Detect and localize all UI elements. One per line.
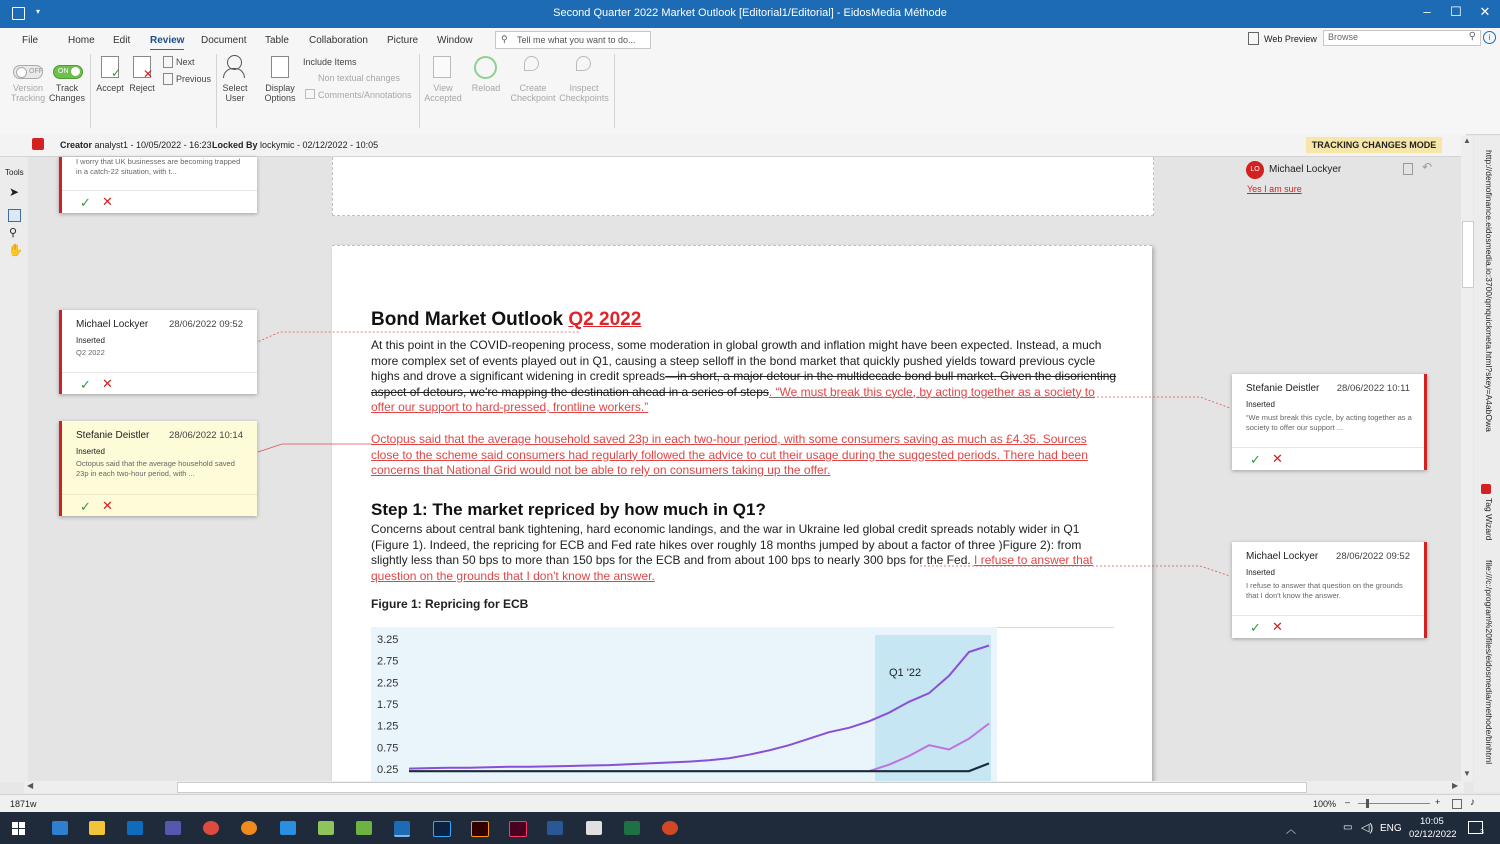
- tracking-changes-mode-badge: TRACKING CHANGES MODE: [1306, 137, 1442, 153]
- reject-change-icon[interactable]: ✕: [1272, 451, 1283, 466]
- powerpoint-icon[interactable]: [662, 821, 678, 835]
- toggle-off-text: OFF: [29, 68, 43, 75]
- clock-date[interactable]: 02/12/2022: [1409, 829, 1457, 840]
- browse-input[interactable]: [1323, 30, 1481, 46]
- comment-card-left-2[interactable]: [59, 421, 257, 516]
- next-button[interactable]: Next: [176, 57, 195, 67]
- snipping-tool-icon[interactable]: [586, 821, 602, 835]
- accept-change-icon[interactable]: ✓: [80, 377, 91, 392]
- reload-icon[interactable]: [474, 56, 497, 79]
- reply-text[interactable]: Yes I am sure: [1247, 184, 1302, 194]
- q1-highlight: [875, 635, 991, 781]
- indesign-icon[interactable]: [509, 821, 527, 837]
- horizontal-scroll-thumb[interactable]: [177, 782, 1307, 793]
- comment-kind: Inserted: [1246, 568, 1275, 577]
- accept-button[interactable]: Accept: [96, 83, 124, 93]
- tools-label: Tools: [5, 168, 24, 177]
- side-tab-tag-wizard[interactable]: Tag Wizard: [1484, 498, 1494, 541]
- menu-edit[interactable]: Edit: [113, 35, 131, 46]
- comment-card-left-1[interactable]: [59, 310, 257, 394]
- y-tick-label: 3.25: [377, 634, 399, 646]
- scroll-up-icon[interactable]: ▲: [1463, 136, 1471, 145]
- menu-collaboration[interactable]: Collaboration: [309, 35, 368, 46]
- ribbon: [0, 50, 1500, 135]
- text-tool-icon[interactable]: [8, 209, 21, 222]
- reject-change-icon[interactable]: ✕: [102, 194, 113, 209]
- title-insertion[interactable]: Q2 2022: [568, 309, 642, 330]
- maximize-button[interactable]: ☐: [1450, 4, 1462, 19]
- comment-excerpt: Octopus said that the average household saved 23p in each two-hour period, with ...: [76, 459, 235, 478]
- comment-actions: [62, 190, 257, 213]
- side-tabs-panel: [1474, 136, 1500, 792]
- comment-card-right-1[interactable]: [1232, 542, 1427, 638]
- comment-author: Michael Lockyer: [76, 319, 149, 330]
- file-explorer-icon[interactable]: [89, 821, 105, 835]
- word-icon[interactable]: [547, 821, 563, 835]
- close-button[interactable]: ✕: [1479, 4, 1491, 19]
- inspect-checkpoints-icon[interactable]: [576, 56, 591, 71]
- scroll-down-icon[interactable]: ▼: [1463, 769, 1471, 778]
- reply-avatar: LO: [1246, 161, 1264, 179]
- window-title: Second Quarter 2022 Market Outlook [Editorial1/Editorial] - EidosMedia Méthode: [553, 7, 947, 19]
- step1-heading[interactable]: Step 1: The market repriced by how much in Q1?: [371, 500, 766, 519]
- create-checkpoint-button[interactable]: Create Checkpoint: [510, 83, 556, 103]
- menu-document[interactable]: Document: [201, 35, 247, 46]
- page-previous: [332, 157, 1154, 216]
- hand-tool-icon[interactable]: ✋: [8, 243, 23, 257]
- menu-file[interactable]: File: [22, 35, 39, 46]
- zoom-out-button[interactable]: –: [1345, 797, 1351, 807]
- reply-author: Michael Lockyer: [1269, 164, 1342, 175]
- zoom-slider-thumb[interactable]: [1366, 799, 1369, 808]
- p3-text: Concerns about central bank tightening, hard economic landings, and the war in Ukraine led global credit spreads notably wider in Q1 (Figure 1). Indeed, the repricing for ECB and Fed rate hikes over roughly 18 months jumped by about a factor of three )Figure 2): from slightly less than 50 bps to more than 150 bps for the ECB and from about 100 bps to nearly 300 bps for the Fed.: [371, 522, 1082, 567]
- tray-chevron-icon[interactable]: ︿: [1286, 825, 1296, 836]
- creator-label: Creator: [60, 140, 93, 150]
- paragraph-3[interactable]: [371, 522, 1117, 584]
- article-title-text: Bond Market Outlook: [371, 309, 564, 330]
- version-tracking-label[interactable]: Version Tracking: [10, 83, 46, 103]
- p1-insertion[interactable]: . “We must break this cycle, by acting together as a society to offer our support to hard-pressed, frontline workers.”: [371, 384, 1095, 414]
- scroll-left-icon[interactable]: ◀: [27, 781, 34, 790]
- web-preview-icon[interactable]: [1248, 32, 1259, 45]
- toggle-on-text: ON: [58, 68, 69, 75]
- comment-date: 28/06/2022 10:11: [1336, 383, 1410, 394]
- methode-app-icon[interactable]: [394, 821, 410, 837]
- menu-window[interactable]: Window: [437, 35, 473, 46]
- clock-time[interactable]: 10:05: [1420, 816, 1444, 827]
- browse-placeholder: Browse: [1328, 32, 1359, 42]
- notepad-plus-icon[interactable]: [318, 821, 334, 835]
- comment-actions: [62, 372, 257, 395]
- comment-excerpt: I worry that UK businesses are becoming trapped in a catch-22 situation, with t...: [76, 157, 241, 176]
- create-checkpoint-icon[interactable]: [524, 56, 539, 71]
- p1-deletion[interactable]: —in short, a major detour in the multidecade bond bull market. Given the disorienting aspect of detours, we're mapping the destination ahead in a series of steps: [371, 369, 1117, 399]
- locked-by-label: Locked By: [212, 140, 258, 150]
- photoshop-icon[interactable]: [433, 821, 451, 837]
- comment-excerpt: Q2 2022: [76, 348, 105, 357]
- outlook-icon[interactable]: [127, 821, 143, 835]
- comment-author: Stefanie Deistler: [1246, 383, 1320, 394]
- comment-date: 28/06/2022 09:52: [1336, 551, 1410, 562]
- start-icon[interactable]: [12, 822, 25, 835]
- paragraph-2[interactable]: [371, 432, 1117, 479]
- bell-icon[interactable]: ♪: [1470, 797, 1475, 808]
- comment-excerpt: “We must break this cycle, by acting together as a society to offer our support ...: [1246, 413, 1412, 432]
- version-tracking-toggle[interactable]: [13, 65, 43, 79]
- comments-annotations-checkbox[interactable]: Comments/Annotations: [318, 90, 412, 100]
- repricing-chart: [371, 627, 997, 781]
- comment-kind: Inserted: [76, 336, 105, 345]
- locked-by-value: lockymic - 02/12/2022 - 10:05: [260, 140, 379, 150]
- menu-home[interactable]: Home: [68, 35, 95, 46]
- article-title[interactable]: [371, 309, 641, 331]
- accept-change-icon[interactable]: ✓: [80, 499, 91, 514]
- comment-card-left-0[interactable]: [59, 157, 257, 213]
- comment-actions: [1232, 615, 1424, 638]
- vscode-icon[interactable]: [280, 821, 296, 835]
- tag-wizard-icon: [1481, 484, 1491, 494]
- y-tick-label: 1.75: [377, 699, 399, 711]
- view-accepted-icon[interactable]: [433, 56, 451, 78]
- select-user-button[interactable]: Select User: [222, 83, 248, 103]
- firefox-icon[interactable]: [241, 821, 257, 835]
- previous-icon[interactable]: [163, 73, 173, 85]
- comment-date: 28/06/2022 09:52: [169, 319, 243, 330]
- comment-actions: [62, 494, 257, 517]
- document-lock-icon: [32, 138, 44, 150]
- reject-change-icon[interactable]: ✕: [1272, 619, 1283, 634]
- volume-icon[interactable]: ◁): [1361, 822, 1374, 834]
- help-icon[interactable]: i: [1483, 31, 1496, 44]
- comment-kind: Inserted: [1246, 400, 1275, 409]
- q1-annotation: Q1 '22: [889, 667, 922, 679]
- accept-change-icon[interactable]: ✓: [80, 195, 91, 210]
- comment-author: Stefanie Deistler: [76, 430, 150, 441]
- menu-bar: [0, 28, 1500, 50]
- checkbox-icon[interactable]: [305, 89, 315, 99]
- paragraph-1[interactable]: [371, 338, 1117, 416]
- zoom-in-button[interactable]: +: [1435, 797, 1441, 807]
- minimize-button[interactable]: –: [1423, 4, 1431, 19]
- include-items-label: Include Items: [303, 57, 357, 67]
- view-accepted-button[interactable]: View Accepted: [424, 83, 462, 103]
- y-tick-label: 1.25: [377, 720, 399, 733]
- status-bar: [0, 794, 1500, 813]
- display-options-icon[interactable]: [271, 56, 289, 78]
- web-preview-label[interactable]: Web Preview: [1264, 34, 1317, 44]
- menu-review[interactable]: Review: [150, 35, 184, 51]
- user-icon-body: [223, 68, 245, 78]
- comment-author: Michael Lockyer: [1246, 551, 1319, 562]
- tools-panel: [0, 157, 28, 782]
- illustrator-icon[interactable]: [471, 821, 489, 837]
- chrome-icon[interactable]: [203, 821, 219, 835]
- vertical-scrollbar[interactable]: [1461, 136, 1473, 782]
- reject-change-icon[interactable]: ✕: [102, 498, 113, 513]
- side-tab-url-2[interactable]: file:///c:/program%20files/eidosmedia/methode/binhtml: [1484, 560, 1494, 765]
- non-textual-changes-checkbox[interactable]: Non textual changes: [318, 73, 401, 83]
- next-icon[interactable]: [163, 56, 173, 68]
- inspect-checkpoints-button[interactable]: Inspect Checkpoints: [559, 83, 609, 103]
- excel-icon[interactable]: [624, 821, 640, 835]
- comment-actions: [1232, 447, 1424, 470]
- green-app-icon[interactable]: [356, 821, 372, 835]
- accept-icon[interactable]: ✓: [101, 56, 119, 78]
- comment-date: 28/06/2022 10:14: [169, 430, 243, 441]
- word-count: 1871w: [10, 799, 37, 809]
- scroll-right-icon[interactable]: ▶: [1452, 781, 1459, 790]
- taskbar: [0, 812, 1500, 844]
- y-tick-label: 0.25: [377, 764, 399, 776]
- comment-excerpt: I refuse to answer that question on the grounds that I don't know the answer.: [1246, 581, 1403, 600]
- p1-text: At this point in the COVID-reopening process, some moderation in global growth and inflation might have been expected. Instead, a much more complex set of events played out in Q1, causing a steep selloff in the bond market that quickly pushed yields toward previous cycle highs and drove a significant widening in credit spreads: [371, 338, 1102, 383]
- lightbulb-icon: ⚲: [501, 34, 508, 44]
- figure-caption: Figure 1: Repricing for ECB: [371, 597, 529, 611]
- delete-reply-icon[interactable]: [1403, 163, 1413, 175]
- track-changes-toggle[interactable]: [53, 65, 83, 79]
- accept-change-icon[interactable]: ✓: [1250, 452, 1261, 467]
- side-tab-url-1[interactable]: http://demofinance.eidosmedia.io:3700/qmquickmeta.html?skey=A4abOwa: [1484, 150, 1494, 432]
- tell-me-input[interactable]: [495, 31, 651, 49]
- creator-value: analyst1 - 10/05/2022 - 16:23: [94, 140, 212, 150]
- shield-app-icon[interactable]: [52, 821, 68, 835]
- pointer-tool-icon[interactable]: ➤: [9, 185, 20, 199]
- horizontal-scrollbar[interactable]: [24, 781, 1464, 793]
- teams-icon[interactable]: [165, 821, 181, 835]
- document-info-bar: [0, 134, 1466, 157]
- p3-insertion[interactable]: I refuse to answer that question on the grounds that I don't know the answer.: [371, 553, 1093, 583]
- reject-button[interactable]: Reject: [129, 83, 155, 93]
- p2-insertion[interactable]: Octopus said that the average household saved 23p in each two-hour period, with some consumers saving as much as £4.35. Sources close to the scheme said consumers had regularly followed the advice to cut their usage during the suggested periods. There had been concerns that National Grid would not be able to rely on consumers taking up the offer.: [371, 432, 1088, 477]
- language-indicator[interactable]: ENG: [1380, 823, 1402, 834]
- notification-count: 3: [1480, 829, 1484, 836]
- y-tick-label: 2.25: [377, 677, 399, 690]
- quick-access-dropdown-icon[interactable]: ▾: [36, 7, 41, 16]
- undo-icon[interactable]: ↶: [1422, 160, 1433, 174]
- search-icon[interactable]: ⚲: [1468, 31, 1476, 42]
- reload-button[interactable]: Reload: [471, 83, 501, 93]
- reject-icon[interactable]: ✕: [133, 56, 151, 78]
- zoom-tool-icon[interactable]: ⚲: [9, 227, 18, 239]
- comment-card-right-0[interactable]: [1232, 374, 1427, 470]
- comment-kind: Inserted: [76, 447, 105, 456]
- chart-rule: [997, 627, 1114, 628]
- status-icon[interactable]: [1452, 799, 1462, 809]
- title-bar: [0, 0, 1500, 28]
- y-tick-label: 0.75: [377, 742, 399, 755]
- y-tick-label: 2.75: [377, 655, 399, 668]
- display-options-button[interactable]: Display Options: [264, 83, 296, 103]
- menu-picture[interactable]: Picture: [387, 35, 419, 46]
- network-icon[interactable]: ▭: [1343, 822, 1353, 833]
- tell-me-placeholder: Tell me what you want to do...: [517, 35, 636, 45]
- vertical-scroll-thumb[interactable]: [1462, 221, 1474, 288]
- previous-button[interactable]: Previous: [176, 74, 212, 84]
- reject-change-icon[interactable]: ✕: [102, 376, 113, 391]
- menu-table[interactable]: Table: [265, 35, 289, 46]
- accept-change-icon[interactable]: ✓: [1250, 620, 1261, 635]
- track-changes-label[interactable]: Track Changes: [48, 83, 86, 103]
- zoom-level: 100%: [1313, 799, 1337, 809]
